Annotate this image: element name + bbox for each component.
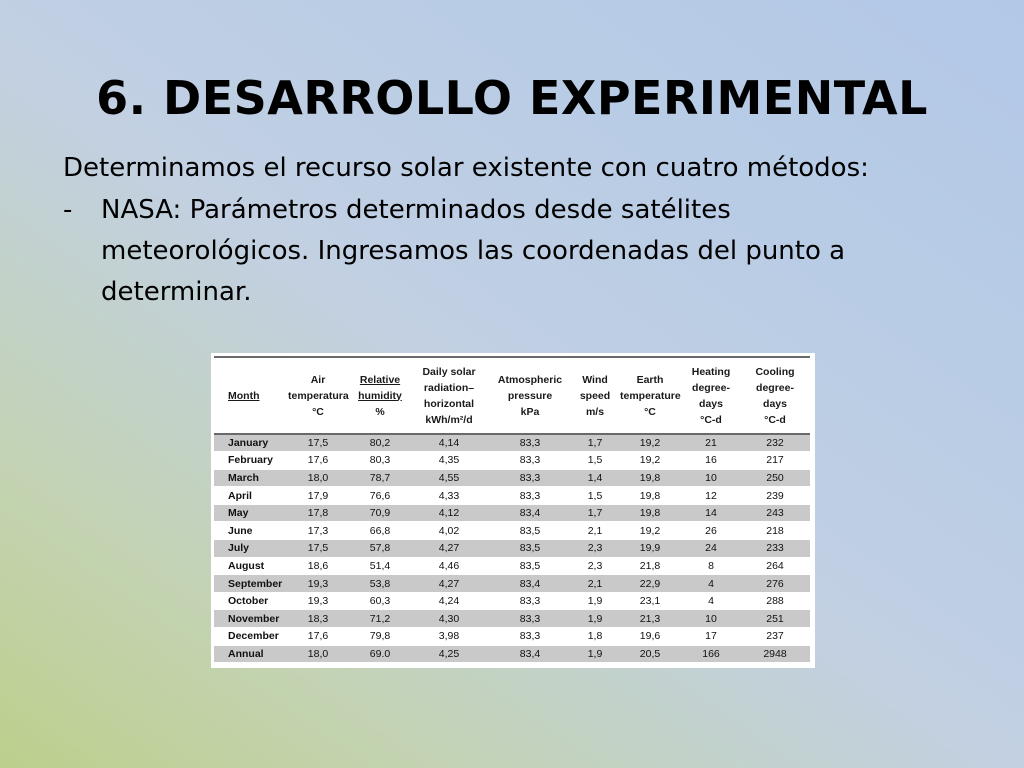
table-cell: 10 <box>682 610 740 628</box>
table-cell: 19,8 <box>618 487 682 505</box>
table-cell: 1,5 <box>572 487 618 505</box>
table-cell: 19,2 <box>618 434 682 452</box>
column-header <box>410 357 488 434</box>
row-label: August <box>214 557 286 575</box>
table-cell: 1,7 <box>572 504 618 522</box>
table-cell: 17,6 <box>286 628 350 646</box>
table-cell: 2948 <box>740 645 810 663</box>
table-row <box>214 540 810 558</box>
table-cell: 80,2 <box>350 434 410 452</box>
intro-text: Determinamos el recurso solar existente con cuatro métodos: <box>63 153 869 183</box>
table-cell: 51,4 <box>350 557 410 575</box>
table-cell: 21 <box>682 434 740 452</box>
table-cell: 3,98 <box>410 628 488 646</box>
table-cell: 22,9 <box>618 575 682 593</box>
header-line: % <box>375 405 385 418</box>
table-cell: 4 <box>682 575 740 593</box>
table-cell: 71,2 <box>350 610 410 628</box>
row-label: July <box>214 540 286 558</box>
table-cell: 276 <box>740 575 810 593</box>
table-cell: 23,1 <box>618 592 682 610</box>
table-cell: 80,3 <box>350 452 410 470</box>
table-cell: 217 <box>740 452 810 470</box>
header-line: kPa <box>520 405 540 418</box>
header-line: Cooling <box>755 365 795 378</box>
table-cell: 83,4 <box>488 645 572 663</box>
table-cell: 4,25 <box>410 645 488 663</box>
table-row <box>214 452 810 470</box>
table-cell: 17,9 <box>286 487 350 505</box>
table-cell: 83,3 <box>488 592 572 610</box>
table-row <box>214 610 810 628</box>
table-cell: 4,27 <box>410 540 488 558</box>
header-line: Heating <box>691 365 731 378</box>
row-label: Annual <box>214 645 286 663</box>
table-cell: 1,9 <box>572 592 618 610</box>
header-line: radiation– <box>423 381 475 394</box>
bullet-dash: - <box>63 195 73 225</box>
table-cell: 4,24 <box>410 592 488 610</box>
table-cell: 83,3 <box>488 610 572 628</box>
table-cell: 19,2 <box>618 452 682 470</box>
header-line: temperature <box>620 389 681 402</box>
table-cell: 1,9 <box>572 645 618 663</box>
header-line: Atmospheric <box>497 373 563 386</box>
table-cell: 79,8 <box>350 628 410 646</box>
table-cell: 69.0 <box>350 645 410 663</box>
table-cell: 1,5 <box>572 452 618 470</box>
table-cell: 83,3 <box>488 469 572 487</box>
header-line: degree- <box>692 381 730 394</box>
table-cell: 19,9 <box>618 540 682 558</box>
table-cell: 19,2 <box>618 522 682 540</box>
table-cell: 4 <box>682 592 740 610</box>
table-cell: 21,8 <box>618 557 682 575</box>
table-header-row <box>214 357 810 434</box>
table-cell: 66,8 <box>350 522 410 540</box>
slide-body <box>63 148 963 313</box>
nasa-data-table-image <box>211 353 815 668</box>
table-cell: 4,30 <box>410 610 488 628</box>
table-cell: 17,3 <box>286 522 350 540</box>
header-line: days <box>699 397 723 410</box>
header-line: pressure <box>507 389 553 402</box>
column-header <box>740 357 810 434</box>
table-row <box>214 557 810 575</box>
table-cell: 1,4 <box>572 469 618 487</box>
table-cell: 17,5 <box>286 540 350 558</box>
table-cell: 60,3 <box>350 592 410 610</box>
header-line: temperatura <box>288 389 349 402</box>
table-cell: 57,8 <box>350 540 410 558</box>
column-header <box>682 357 740 434</box>
table-cell: 16 <box>682 452 740 470</box>
table-cell: 4,33 <box>410 487 488 505</box>
table-cell: 243 <box>740 504 810 522</box>
table-cell: 251 <box>740 610 810 628</box>
header-line: horizontal <box>423 397 475 410</box>
table-cell: 18,6 <box>286 557 350 575</box>
table-cell: 12 <box>682 487 740 505</box>
table-cell: 14 <box>682 504 740 522</box>
table-cell: 20,5 <box>618 645 682 663</box>
header-line: Relative <box>359 373 401 386</box>
table-cell: 53,8 <box>350 575 410 593</box>
bullet-nasa-text: NASA: Parámetros determinados desde satélites meteorológicos. Ingresamos las coordenadas del punto a determinar. <box>101 195 846 307</box>
table-cell: 4,55 <box>410 469 488 487</box>
table-cell: 2,3 <box>572 557 618 575</box>
table-cell: 83,5 <box>488 557 572 575</box>
row-label: September <box>214 575 286 593</box>
table-cell: 17,6 <box>286 452 350 470</box>
table-cell: 78,7 <box>350 469 410 487</box>
table-cell: 2,1 <box>572 522 618 540</box>
column-header <box>618 357 682 434</box>
table-cell: 1,8 <box>572 628 618 646</box>
header-line: Earth <box>636 373 664 386</box>
table-cell: 83,3 <box>488 628 572 646</box>
row-label: October <box>214 592 286 610</box>
table-cell: 21,3 <box>618 610 682 628</box>
table-cell: 26 <box>682 522 740 540</box>
row-label: April <box>214 487 286 505</box>
header-line: Month <box>228 389 260 402</box>
table-cell: 264 <box>740 557 810 575</box>
header-line: °C-d <box>764 413 786 426</box>
table-cell: 4,14 <box>410 434 488 452</box>
table-cell: 4,12 <box>410 504 488 522</box>
header-line: Air <box>310 373 326 386</box>
row-label: March <box>214 469 286 487</box>
table-cell: 24 <box>682 540 740 558</box>
table-row <box>214 645 810 663</box>
header-line: °C-d <box>700 413 722 426</box>
column-header-month <box>214 357 286 434</box>
table-cell: 19,8 <box>618 504 682 522</box>
table-cell: 19,8 <box>618 469 682 487</box>
table-cell: 18,0 <box>286 645 350 663</box>
table-cell: 4,02 <box>410 522 488 540</box>
table-cell: 2,1 <box>572 575 618 593</box>
row-label: January <box>214 434 286 452</box>
table-cell: 83,3 <box>488 452 572 470</box>
row-label: December <box>214 628 286 646</box>
table-cell: 239 <box>740 487 810 505</box>
table-cell: 237 <box>740 628 810 646</box>
table-body <box>214 434 810 663</box>
table-cell: 8 <box>682 557 740 575</box>
header-line: degree- <box>756 381 794 394</box>
table-cell: 83,4 <box>488 575 572 593</box>
table-cell: 218 <box>740 522 810 540</box>
header-line: days <box>763 397 787 410</box>
table-cell: 18,0 <box>286 469 350 487</box>
row-label: June <box>214 522 286 540</box>
header-line: Wind <box>582 373 608 386</box>
table-row <box>214 504 810 522</box>
header-line: kWh/m²/d <box>425 413 473 426</box>
table-cell: 4,27 <box>410 575 488 593</box>
table-row <box>214 592 810 610</box>
table-cell: 83,5 <box>488 540 572 558</box>
table-cell: 17,8 <box>286 504 350 522</box>
table-cell: 1,7 <box>572 434 618 452</box>
table-cell: 19,3 <box>286 592 350 610</box>
table-cell: 19,6 <box>618 628 682 646</box>
table-cell: 4,46 <box>410 557 488 575</box>
table-cell: 83,4 <box>488 504 572 522</box>
column-header <box>350 357 410 434</box>
row-label: May <box>214 504 286 522</box>
table-cell: 250 <box>740 469 810 487</box>
table-cell: 232 <box>740 434 810 452</box>
table-row <box>214 434 810 452</box>
header-line: Daily solar <box>422 365 476 378</box>
table-cell: 4,35 <box>410 452 488 470</box>
column-header <box>488 357 572 434</box>
table-cell: 233 <box>740 540 810 558</box>
table-cell: 166 <box>682 645 740 663</box>
table-row <box>214 522 810 540</box>
table-row <box>214 628 810 646</box>
table-row <box>214 487 810 505</box>
table-cell: 2,3 <box>572 540 618 558</box>
table-cell: 1,9 <box>572 610 618 628</box>
bullet-nasa <box>63 190 963 313</box>
slide-title: 6. DESARROLLO EXPERIMENTAL <box>96 71 928 125</box>
nasa-climate-table <box>214 356 810 663</box>
table-cell: 10 <box>682 469 740 487</box>
table-cell: 83,3 <box>488 487 572 505</box>
column-header <box>286 357 350 434</box>
row-label: February <box>214 452 286 470</box>
header-line: °C <box>312 405 324 418</box>
table-cell: 83,3 <box>488 434 572 452</box>
table-cell: 83,5 <box>488 522 572 540</box>
header-line: humidity <box>358 389 402 402</box>
header-line: m/s <box>585 405 605 418</box>
row-label: November <box>214 610 286 628</box>
table-row <box>214 469 810 487</box>
header-line: °C <box>644 405 656 418</box>
table-cell: 18,3 <box>286 610 350 628</box>
table-cell: 17 <box>682 628 740 646</box>
table-cell: 70,9 <box>350 504 410 522</box>
table-cell: 17,5 <box>286 434 350 452</box>
table-row <box>214 575 810 593</box>
table-cell: 19,3 <box>286 575 350 593</box>
table-cell: 76,6 <box>350 487 410 505</box>
table-cell: 288 <box>740 592 810 610</box>
header-line: speed <box>579 389 611 402</box>
column-header <box>572 357 618 434</box>
